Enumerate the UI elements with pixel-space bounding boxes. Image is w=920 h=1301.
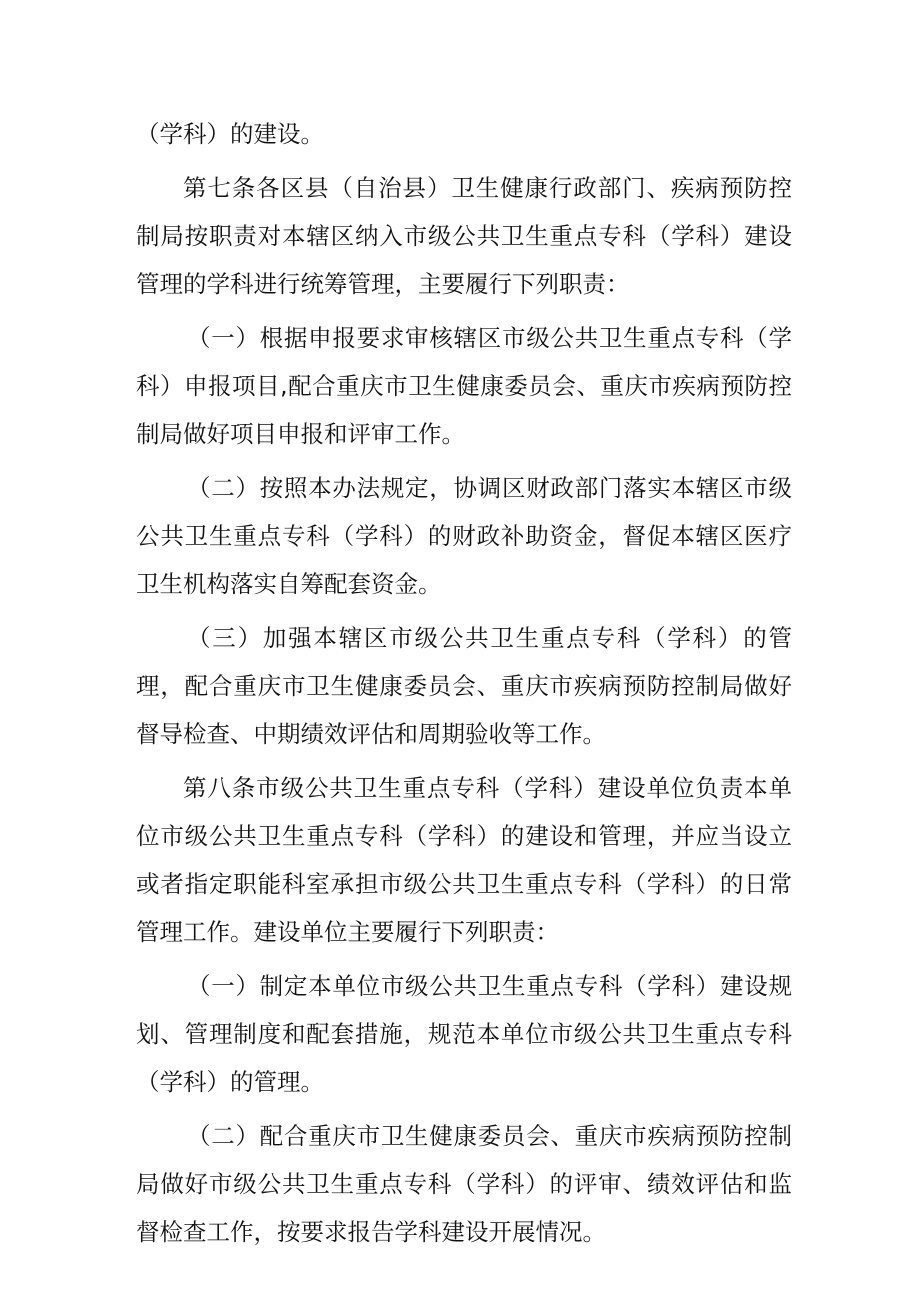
document-page bbox=[136, 110, 792, 1262]
paragraph-article-7: 第七条各区县（自治县）卫生健康行政部门、疾病预防控制局按职责对本辖区纳入市级公共卫生重点专科（学科）建设管理的学科进行统筹管理，主要履行下列职责： bbox=[136, 174, 792, 298]
paragraph-continuation: （学科）的建设。 bbox=[136, 120, 324, 148]
paragraph-article-7-item-3: （三）加强本辖区市级公共卫生重点专科（学科）的管理，配合重庆市卫生健康委员会、重庆市疾病预防控制局做好督导检查、中期绩效评估和周期验收等工作。 bbox=[136, 624, 792, 748]
paragraph-article-7-item-1: （一）根据申报要求审核辖区市级公共卫生重点专科（学科）申报项目,配合重庆市卫生健康委员会、重庆市疾病预防控制局做好项目申报和评审工作。 bbox=[136, 324, 792, 448]
paragraph-article-7-item-2: （二）按照本办法规定，协调区财政部门落实本辖区市级公共卫生重点专科（学科）的财政补助资金，督促本辖区医疗卫生机构落实自筹配套资金。 bbox=[136, 474, 792, 598]
paragraph-article-8-item-2: （二）配合重庆市卫生健康委员会、重庆市疾病预防控制局做好市级公共卫生重点专科（学科）的评审、绩效评估和监督检查工作，按要求报告学科建设开展情况。 bbox=[136, 1122, 792, 1246]
paragraph-article-8-item-1: （一）制定本单位市级公共卫生重点专科（学科）建设规划、管理制度和配套措施，规范本单位市级公共卫生重点专科（学科）的管理。 bbox=[136, 972, 792, 1096]
paragraph-article-8: 第八条市级公共卫生重点专科（学科）建设单位负责本单位市级公共卫生重点专科（学科）的建设和管理，并应当设立或者指定职能科室承担市级公共卫生重点专科（学科）的日常管理工作。建设单位主要履行下列职责： bbox=[136, 774, 792, 946]
